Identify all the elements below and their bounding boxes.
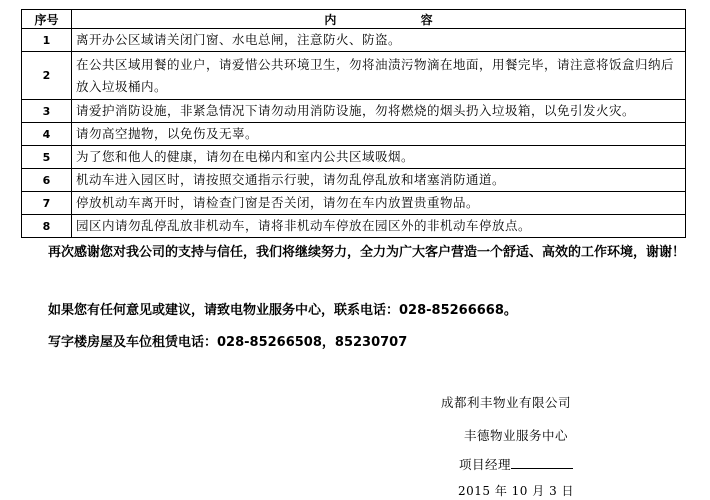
table-header-row xyxy=(22,10,686,29)
row-text: 请爱护消防设施，非紧急情况下请勿动用消防设施，勿将燃烧的烟头扔入垃圾箱，以免引发火灾。 xyxy=(72,100,686,123)
service-center-name: 丰德物业服务中心 xyxy=(464,428,569,443)
table-row xyxy=(22,215,686,238)
row-number: 4 xyxy=(22,123,72,146)
notice-table xyxy=(21,9,686,238)
row-number: 1 xyxy=(22,29,72,52)
row-number: 3 xyxy=(22,100,72,123)
lease-paragraph xyxy=(24,331,688,350)
company-name: 成都利丰物业有限公司 xyxy=(441,395,572,410)
feedback-text: 如果您有任何意见或建议，请致电物业服务中心，联系电话：028-85266668。 xyxy=(48,303,517,318)
header-content: 内 容 xyxy=(72,10,686,29)
thanks-paragraph xyxy=(24,238,688,268)
row-text: 为了您和他人的健康，请勿在电梯内和室内公共区域吸烟。 xyxy=(72,146,686,169)
row-text: 机动车进入园区时，请按照交通指示行驶，请勿乱停乱放和堵塞消防通道。 xyxy=(72,169,686,192)
signature-blank xyxy=(511,455,573,469)
table-row xyxy=(22,146,686,169)
row-number: 8 xyxy=(22,215,72,238)
project-manager-line xyxy=(459,455,573,473)
row-text: 在公共区域用餐的业户，请爱惜公共环境卫生，勿将油渍污物滴在地面，用餐完毕，请注意将饭盒归纳后放入垃圾桶内。 xyxy=(72,52,686,100)
table-row xyxy=(22,100,686,123)
header-no: 序号 xyxy=(22,10,72,29)
row-text: 停放机动车离开时，请检查门窗是否关闭，请勿在车内放置贵重物品。 xyxy=(72,192,686,215)
thanks-text: 再次感谢您对我公司的支持与信任，我们将继续努力，全力为广大客户营造一个舒适、高效的工作环境，谢谢！ xyxy=(48,245,686,260)
row-text: 园区内请勿乱停乱放非机动车，请将非机动车停放在园区外的非机动车停放点。 xyxy=(72,215,686,238)
table-row xyxy=(22,192,686,215)
row-number: 5 xyxy=(22,146,72,169)
document-date: 2015 年 10 月 3 日 xyxy=(458,484,575,498)
table-row xyxy=(22,52,686,100)
row-text: 请勿高空抛物，以免伤及无辜。 xyxy=(72,123,686,146)
feedback-paragraph xyxy=(24,299,688,318)
row-text: 离开办公区域请关闭门窗、水电总闸，注意防火、防盗。 xyxy=(72,29,686,52)
manager-label: 项目经理 xyxy=(459,457,512,472)
row-number: 6 xyxy=(22,169,72,192)
table-row xyxy=(22,169,686,192)
row-number: 2 xyxy=(22,52,72,100)
table-row xyxy=(22,29,686,52)
table-row xyxy=(22,123,686,146)
row-number: 7 xyxy=(22,192,72,215)
lease-text: 写字楼房屋及车位租赁电话：028-85266508，85230707 xyxy=(48,335,408,350)
